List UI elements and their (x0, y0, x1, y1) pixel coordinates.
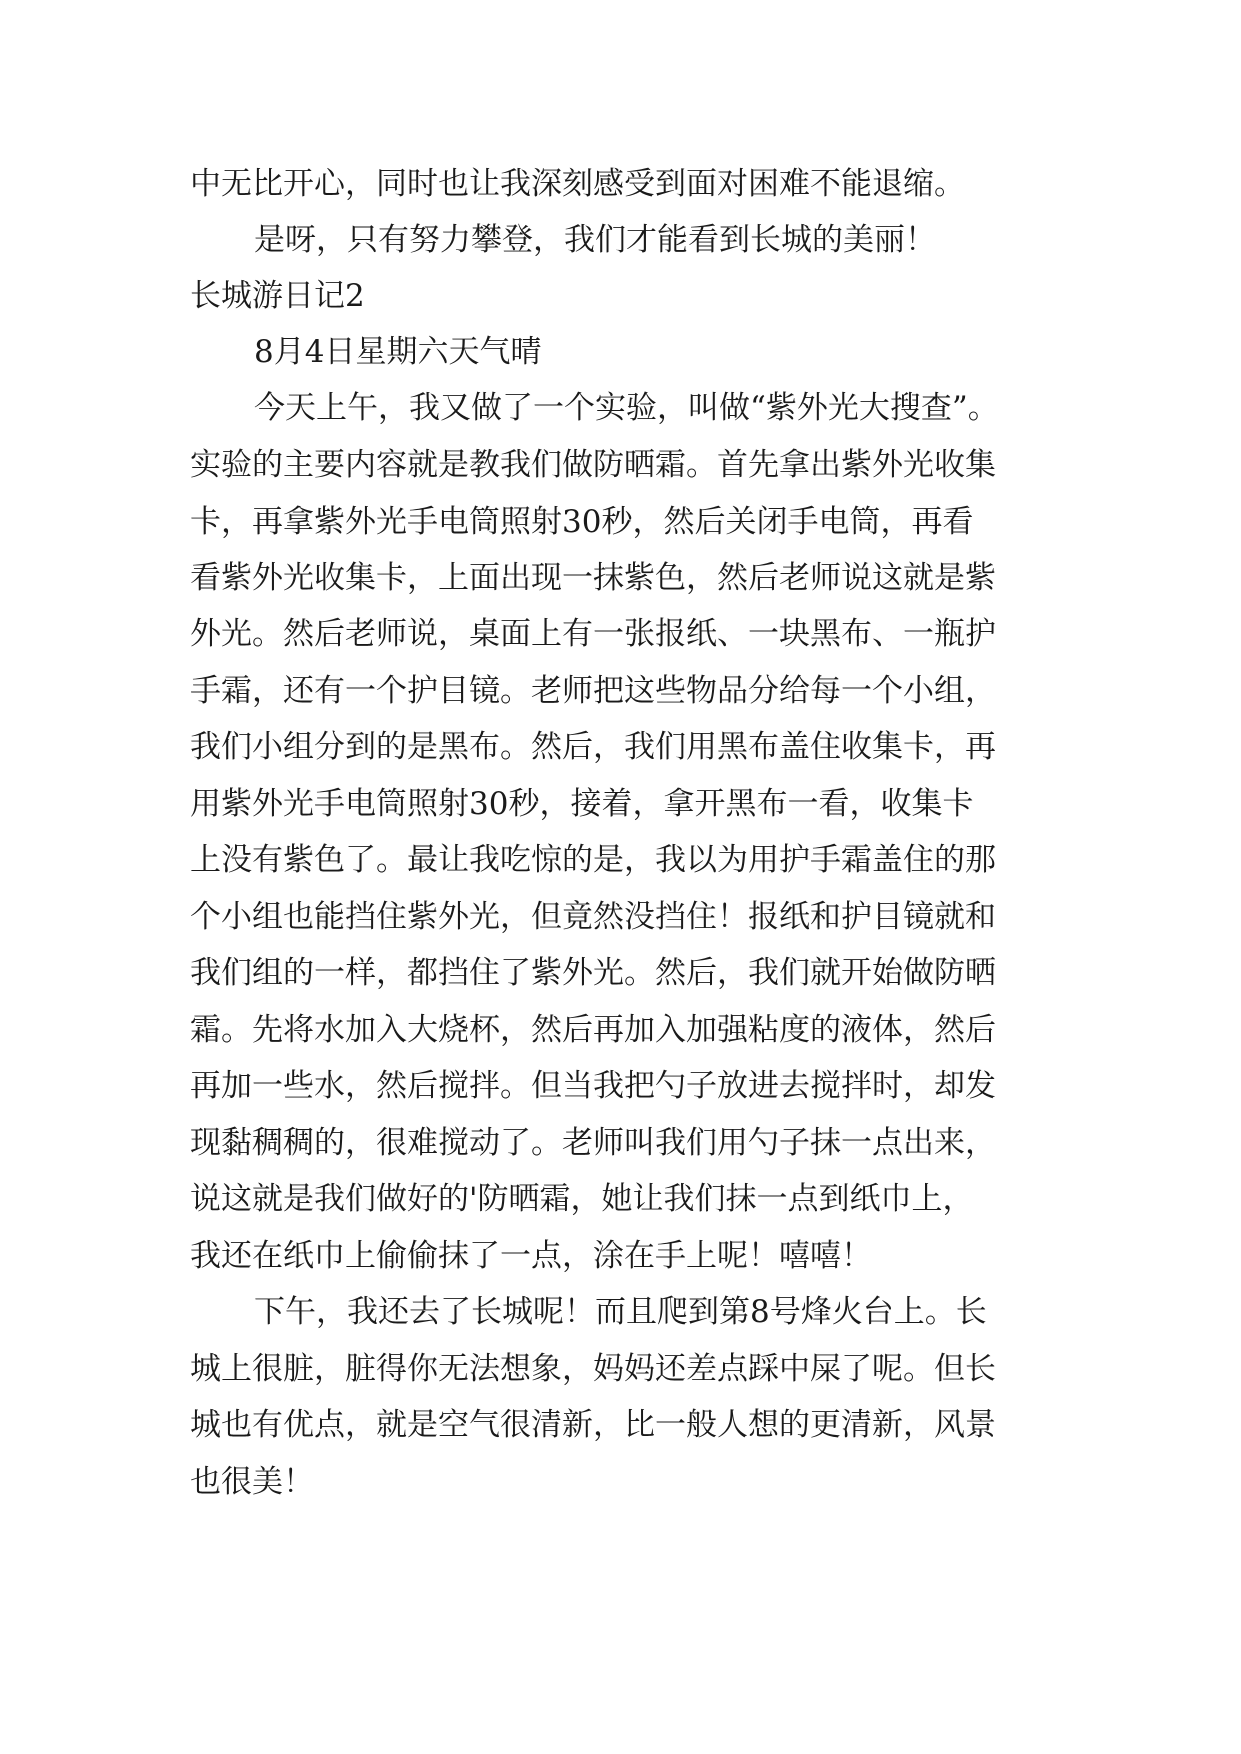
text-line: 实验的主要内容就是教我们做防晒霜。首先拿出紫外光收集 (190, 447, 996, 483)
text-line: 卡，再拿紫外光手电筒照射30秒，然后关闭手电筒，再看 (190, 504, 974, 540)
text-line: 霜。先将水加入大烧杯，然后再加入加强粘度的液体，然后 (190, 1012, 996, 1048)
text-line: 用紫外光手电筒照射30秒，接着，拿开黑布一看，收集卡 (190, 786, 974, 822)
text-line: 上没有紫色了。最让我吃惊的是，我以为用护手霜盖住的那 (190, 842, 996, 878)
text-line: 是呀，只有努力攀登，我们才能看到长城的美丽！ (254, 222, 936, 258)
text-line: 看紫外光收集卡，上面出现一抹紫色，然后老师说这就是紫 (190, 560, 996, 596)
text-line: 中无比开心，同时也让我深刻感受到面对困难不能退缩。 (190, 166, 965, 202)
text-line: 也很美！ (190, 1464, 314, 1500)
text-line: 我们组的一样，都挡住了紫外光。然后，我们就开始做防晒 (190, 955, 996, 991)
text-line: 我们小组分到的是黑布。然后，我们用黑布盖住收集卡，再 (190, 729, 996, 765)
text-line: 城上很脏，脏得你无法想象，妈妈还差点踩中屎了呢。但长 (190, 1351, 996, 1387)
section-heading: 长城游日记2 (190, 278, 365, 314)
date-line: 8月4日星期六天气晴 (254, 334, 542, 370)
text-line: 下午，我还去了长城呢！而且爬到第8号烽火台上。长 (254, 1294, 987, 1330)
text-line: 说这就是我们做好的'防晒霜，她让我们抹一点到纸巾上， (190, 1181, 974, 1217)
text-line: 城也有优点，就是空气很清新，比一般人想的更清新，风景 (190, 1407, 996, 1443)
text-line: 现黏稠稠的，很难搅动了。老师叫我们用勺子抹一点出来， (190, 1125, 996, 1161)
text-line: 今天上午，我又做了一个实验，叫做“紫外光大搜查”。 (254, 390, 999, 426)
text-line: 我还在纸巾上偷偷抹了一点，涂在手上呢！嘻嘻！ (190, 1238, 872, 1274)
text-line: 手霜，还有一个护目镜。老师把这些物品分给每一个小组， (190, 673, 996, 709)
text-line: 再加一些水，然后搅拌。但当我把勺子放进去搅拌时，却发 (190, 1068, 996, 1104)
text-line: 个小组也能挡住紫外光，但竟然没挡住！报纸和护目镜就和 (190, 899, 996, 935)
text-line: 外光。然后老师说，桌面上有一张报纸、一块黑布、一瓶护 (190, 616, 996, 652)
